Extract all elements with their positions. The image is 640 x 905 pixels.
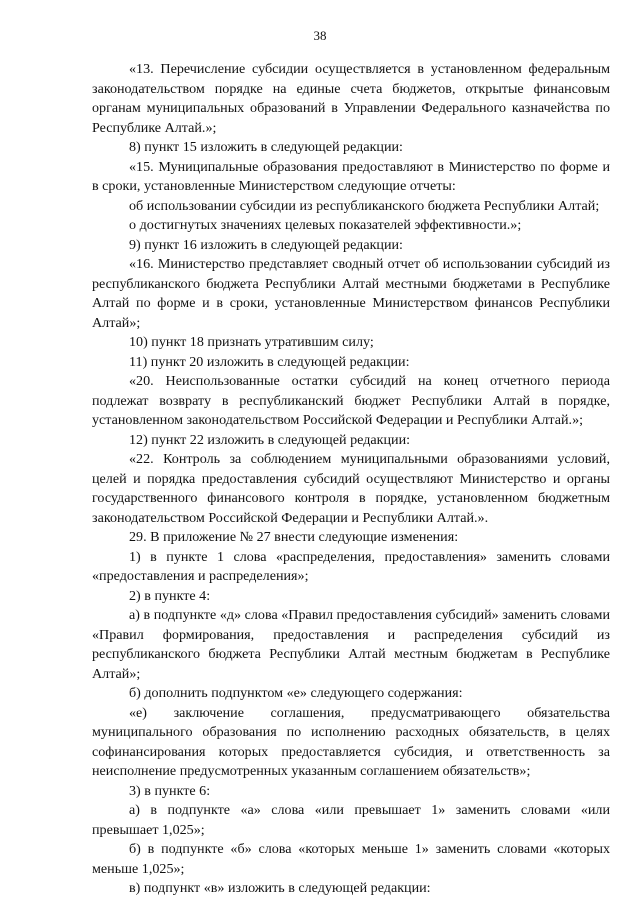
paragraph-item-12: 12) пункт 22 изложить в следующей редакции: bbox=[129, 431, 411, 448]
paragraph-subsidy-transfer: «13. Перечисление субсидии осуществляется в установленном федеральным законодательством порядке на единые счета бюджетов, открытые финансовым органам муниципальных образований в Управлении Федерального казначейства по Республике Алтай.»; bbox=[92, 61, 610, 136]
paragraph-subpoint-e: «е) заключение соглашения, предусматривающего обязательства муниципального образования по исполнению расходных обязательств, в целях софинансирования которых предоставляется субсидия, и ответственность за неисполнение предусмотренных указанным соглашением обязательств»; bbox=[92, 704, 610, 779]
paragraph-point-15: «15. Муниципальные образования предоставляют в Министерство по форме и в сроки, установленные Министерством следующие отчеты: bbox=[92, 158, 610, 194]
paragraph-change-2a: а) в подпункте «д» слова «Правил предоставления субсидий» заменить словами «Правил формирования, предоставления и распределения субсидий из республиканского бюджета Республики Алтай местным бюджетам в Республике Алтай»; bbox=[92, 607, 610, 682]
paragraph-change-3a: а) в подпункте «а» слова «или превышает 1» заменить словами «или превышает 1,025»; bbox=[92, 802, 610, 838]
paragraph-change-2: 2) в пункте 4: bbox=[129, 587, 211, 604]
paragraph-item-8: 8) пункт 15 изложить в следующей редакции: bbox=[129, 139, 403, 155]
paragraph-point-20: «20. Неиспользованные остатки субсидий на конец отчетного периода подлежат возврату в республиканский бюджет Республики Алтай в порядке, установленном законодательством Российской Федерации и Республики Алтай.»; bbox=[92, 373, 610, 428]
paragraph-report-targets: о достигнутых значениях целевых показателей эффективности.»; bbox=[129, 217, 522, 233]
paragraph-change-3: 3) в пункте 6: bbox=[129, 782, 211, 799]
paragraph-point-22: «22. Контроль за соблюдением муниципальными образованиями условий, целей и порядка предоставления субсидий осуществляют Министерство и органы государственного финансового контроля в порядке, установленном бюджетным законодательством Российской Федерации и Республики Алтай.». bbox=[92, 451, 610, 526]
page-number: 38 bbox=[313, 28, 327, 43]
paragraph-item-10: 10) пункт 18 признать утратившим силу; bbox=[129, 334, 374, 350]
paragraph-report-usage: об использовании субсидии из республиканского бюджета Республики Алтай; bbox=[129, 197, 600, 214]
document-body bbox=[92, 60, 610, 899]
paragraph-change-3v: в) подпункт «в» изложить в следующей редакции: bbox=[129, 880, 431, 896]
paragraph-point-16: «16. Министерство представляет сводный отчет об использовании субсидий из республиканского бюджета Республики Алтай местными бюджетами в Республике Алтай по форме и в сроки, установленные Министерством финансов Республики Алтай»; bbox=[92, 256, 610, 331]
paragraph-change-1: 1) в пункте 1 слова «распределения, предоставления» заменить словами «предоставления и распределения»; bbox=[92, 548, 610, 584]
paragraph-change-3b: б) в подпункте «б» слова «которых меньше 1» заменить словами «которых меньше 1,025»; bbox=[92, 841, 610, 877]
paragraph-item-9: 9) пункт 16 изложить в следующей редакции: bbox=[129, 236, 403, 253]
paragraph-change-2b: б) дополнить подпунктом «е» следующего содержания: bbox=[129, 685, 463, 701]
paragraph-section-29: 29. В приложение № 27 внести следующие изменения: bbox=[129, 529, 459, 545]
paragraph-item-11: 11) пункт 20 изложить в следующей редакции: bbox=[129, 353, 410, 370]
